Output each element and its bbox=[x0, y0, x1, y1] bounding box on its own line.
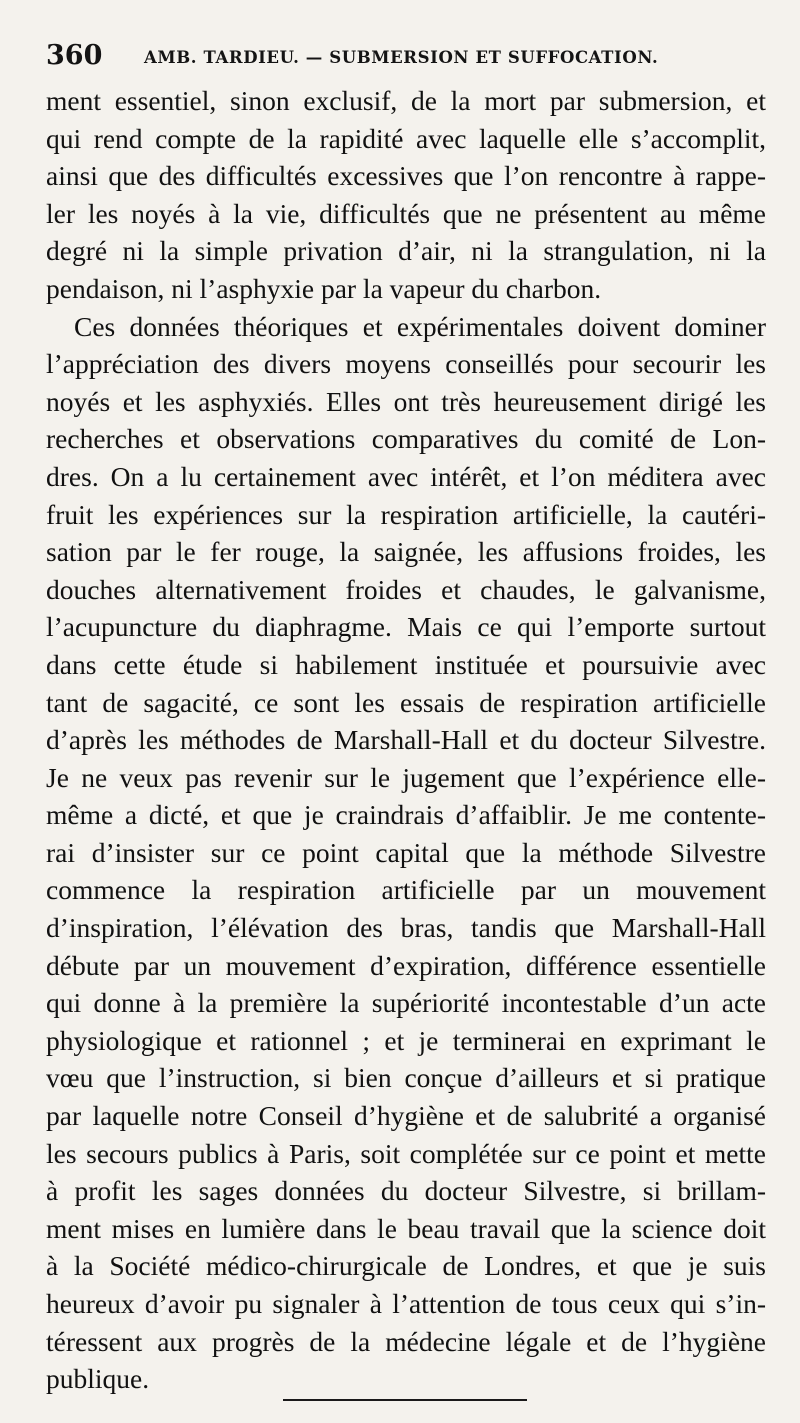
text-line: à profit les sages données du docteur Silvestre, si brillam- bbox=[46, 1175, 766, 1207]
text-line: ment mises en lumière dans le beau travail que la science doit bbox=[46, 1212, 766, 1244]
running-title: AMB. TARDIEU. — SUBMERSION ET SUFFOCATION. bbox=[144, 48, 659, 67]
text-line: les secours publics à Paris, soit complétée sur ce point et mette bbox=[46, 1137, 766, 1169]
text-line: l’acupuncture du diaphragme. Mais ce qui l’emporte surtout bbox=[46, 611, 766, 643]
text-line: dres. On a lu certainement avec intérêt, et l’on méditera avec bbox=[46, 460, 766, 492]
text-line: degré ni la simple privation d’air, ni la strangulation, ni la bbox=[46, 235, 766, 267]
text-line: douches alternativement froides et chaudes, le galvanisme, bbox=[46, 573, 766, 605]
text-line: d’après les méthodes de Marshall-Hall et du docteur Silvestre. bbox=[46, 724, 766, 756]
text-line: physiologique et rationnel ; et je terminerai en exprimant le bbox=[46, 1024, 766, 1056]
text-line: qui donne à la première la supériorité incontestable d’un acte bbox=[46, 987, 766, 1019]
text-line: commence la respiration artificielle par un mouvement bbox=[46, 874, 766, 906]
text-line: même a dicté, et que je craindrais d’affaiblir. Je me contente- bbox=[46, 799, 766, 831]
text-line: rai d’insister sur ce point capital que la méthode Silvestre bbox=[46, 836, 766, 868]
end-rule bbox=[283, 1399, 527, 1401]
text-line: d’inspiration, l’élévation des bras, tandis que Marshall-Hall bbox=[46, 912, 766, 944]
text-line: à la Société médico-chirurgicale de Londres, et que je suis bbox=[46, 1250, 766, 1282]
text-line: par laquelle notre Conseil d’hygiène et de salubrité a organisé bbox=[46, 1100, 766, 1132]
text-line: sation par le fer rouge, la saignée, les affusions froides, les bbox=[46, 536, 766, 568]
text-line: tant de sagacité, ce sont les essais de respiration artificielle bbox=[46, 686, 766, 718]
text-line: l’appréciation des divers moyens conseillés pour secourir les bbox=[46, 348, 766, 380]
running-head bbox=[46, 40, 696, 80]
text-line: dans cette étude si habilement instituée et poursuivie avec bbox=[46, 648, 766, 680]
text-line: ler les noyés à la vie, difficultés que ne présentent au même bbox=[46, 197, 766, 229]
text-line: qui rend compte de la rapidité avec laquelle elle s’accomplit, bbox=[46, 122, 766, 154]
text-line: débute par un mouvement d’expiration, différence essentielle bbox=[46, 949, 766, 981]
text-line: ainsi que des difficultés excessives que l’on rencontre à rappe- bbox=[46, 160, 766, 192]
text-line: ment essentiel, sinon exclusif, de la mort par submersion, et bbox=[46, 85, 766, 116]
body-text bbox=[46, 82, 766, 1398]
paragraph-first-line: Ces données théoriques et expérimentales doivent dominer bbox=[74, 310, 766, 342]
text-line: recherches et observations comparatives du comité de Lon- bbox=[46, 423, 766, 455]
page-number: 360 bbox=[46, 40, 103, 71]
text-line: vœu que l’instruction, si bien conçue d’ailleurs et si pratique bbox=[46, 1062, 766, 1094]
text-line: noyés et les asphyxiés. Elles ont très heureusement dirigé les bbox=[46, 385, 766, 417]
text-line: téressent aux progrès de la médecine légale et de l’hygiène bbox=[46, 1325, 766, 1357]
text-line: Je ne veux pas revenir sur le jugement que l’expérience elle- bbox=[46, 761, 766, 793]
text-line: pendaison, ni l’asphyxie par la vapeur du charbon. bbox=[46, 272, 602, 304]
text-line: heureux d’avoir pu signaler à l’attention de tous ceux qui s’in- bbox=[46, 1288, 766, 1319]
text-line: publique. bbox=[46, 1363, 150, 1395]
text-line: fruit les expériences sur la respiration artificielle, la cautéri- bbox=[46, 498, 766, 530]
